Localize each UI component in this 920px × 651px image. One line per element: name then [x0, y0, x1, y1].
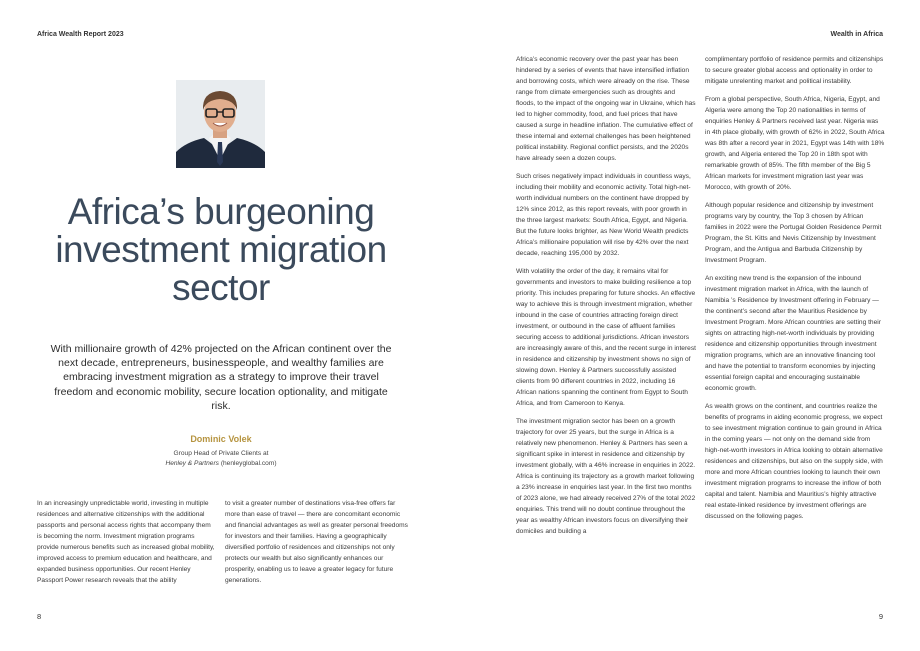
body-paragraph: As wealth grows on the continent, and countries realize the benefits of programs in aiding economic progress, we expect to see investment migration continue to gain ground in Africa in the coming years — not only on the demand side from high-net-worth investors in Africa looking to obtain alternative residences and citizenships, but also on the supply side, with more and more African countries looking to launch their own investment migration programs to increase the inflow of both capital and talent. Namibia and Mauritius’s highly attractive real estate-linked residence by investment offerings are discussed on the following pages.: [705, 403, 883, 520]
page-number-right: 9: [878, 612, 883, 621]
article-intro: With millionaire growth of 42% projected on the African continent over the next decade, entrepreneurs, businesspeople, and wealthy families are embracing investment migration as a strategy to improve their travel freedom and economic mobility, secure location optionality, and mitigate risk.: [50, 343, 392, 412]
body-paragraph: Although popular residence and citizenship by investment programs vary by country, the Top 3 chosen by African families in 2022 were the Portugal Golden Residence Permit Program, the St. Kitts and Nevis Citizenship by Investment Program, and the Antigua and Barbuda Citizenship by Investment Program.: [705, 202, 882, 264]
author-portrait: [176, 80, 265, 168]
body-column-3: [516, 54, 696, 544]
article-title: Africa’s burgeoning investment migration sector: [55, 191, 387, 309]
body-paragraph: Africa’s economic recovery over the past year has been hindered by a series of events that have intensified inflation and borrowing costs, which were already on the rise. These range from climate emergencies such as droughts and floods, to the impact of the ongoing war in Ukraine, which has led to higher commodity, food, and fuel prices that have caused a surge in headline inflation. The cumulative effect of these internal and external challenges has been heightened political instability. Regional conflict persists, and the 2020s have already seen a dozen coups.: [516, 56, 696, 162]
author-company: Henley & Partners: [165, 459, 219, 467]
author-website: (henleyglobal.com): [220, 459, 277, 467]
body-paragraph: The investment migration sector has been on a growth trajectory for over 25 years, but the surge in Africa is a relatively new phenomenon. Henley & Partners has seen a significant spike in interest in residence and citizenship by investment globally, with a 46% increase in enquiries in 2022. Africa is continuing its trajectory as a growth market following a 23% increase in enquiries last year. In the first two months of 2023 alone, we had already received 27% of the total 2022 enquiries. This trend will no doubt continue throughout the year as wealthy African investors focus on diversifying their domiciles and building a: [516, 418, 696, 535]
body-paragraph: complimentary portfolio of residence permits and citizenships to secure greater global access and optionality in order to mitigate unrelenting market and political instability.: [705, 56, 884, 85]
author-block: [90, 434, 352, 468]
author-role: Group Head of Private Clients at: [173, 450, 269, 457]
body-paragraph: An exciting new trend is the expansion of the inbound investment migration market in Africa, with the launch of Namibia ’s Residence by Investment offering in February — the continent’s second after the Mauritius Residence by Investment Program. More African countries are setting their sights on attracting high-net-worth individuals by providing residence and citizenship opportunities through investment migration programs, which are an innovative financing tool and have the potential to transform economies by injecting essential foreign capital and encouraging sustainable economic growth.: [705, 275, 881, 392]
body-paragraph: Such crises negatively impact individuals in countless ways, including their mobility and economic activity. Total high-net-worth individual numbers on the continent have dropped by 12% since 2012, as this report reveals, with poor growth in the three largest markets: South Africa, Egypt, and Nigeria. But the future looks brighter, as New World Wealth predicts Africa’s millionaire population will rise by 42% over the next decade, reaching 195,000 by 2032.: [516, 173, 691, 257]
page-number-left: 8: [37, 612, 42, 621]
body-paragraph: In an increasingly unpredictable world, investing in multiple residences and alternative citizenships with the additional passports and personal access rights that accompany them is becoming the norm. Investment migration programs provide numerous benefits such as increased global mobility, improved access to premium education and healthcare, and expanded business opportunities. Our recent Henley Passport Power research reveals that the ability: [37, 500, 215, 584]
body-column-4: [705, 54, 885, 529]
portrait-illustration: [176, 80, 265, 168]
body-column-2: [225, 498, 409, 593]
body-paragraph: to visit a greater number of destinations visa-free offers far more than ease of travel — there are concomitant economic and financial advantages as well as greater personal freedoms for investors and their families. Having a geographically diversified portfolio of residences and citizenships not only protects our wealth but also significantly enhances our prosperity, enabling us to leave a greater legacy for future generations.: [225, 500, 408, 584]
author-affiliation: [90, 459, 352, 469]
running-header-left: Africa Wealth Report 2023: [37, 31, 124, 38]
body-paragraph: From a global perspective, South Africa, Nigeria, Egypt, and Algeria were among the Top 20 nationalities in terms of enquiries Henley & Partners received last year. Nigeria was in 4th place globally, with growth of 62% in 2022, South Africa was 8th after a record year in 2021, Egypt was 14th with 18% growth, and Algeria entered the Top 20 in 18th spot with remarkable growth of 85%. The fifth member of the Big 5 African markets for investment migration last year was Morocco, with growth of 20%.: [705, 96, 885, 191]
body-column-1: [37, 498, 215, 593]
running-header-right: Wealth in Africa: [830, 31, 883, 38]
author-name: Dominic Volek: [190, 434, 252, 444]
body-paragraph: With volatility the order of the day, it remains vital for governments and investors to make building resilience a top priority. This includes preparing for future shocks. An effective way to achieve this is through investment migration, whether inbound in the case of countries attracting foreign direct investment, or outbound in the case of affluent families securing access to additional jurisdictions. African investors are increasingly aware of this, and the recent surge in interest in residence and citizenship by investment shows no sign of slowing down. Henley & Partners successfully assisted clients from 90 different countries in 2022, including 16 African nations spanning the continent from Egypt to South Africa, and from Cameroon to Kenya.: [516, 268, 696, 407]
